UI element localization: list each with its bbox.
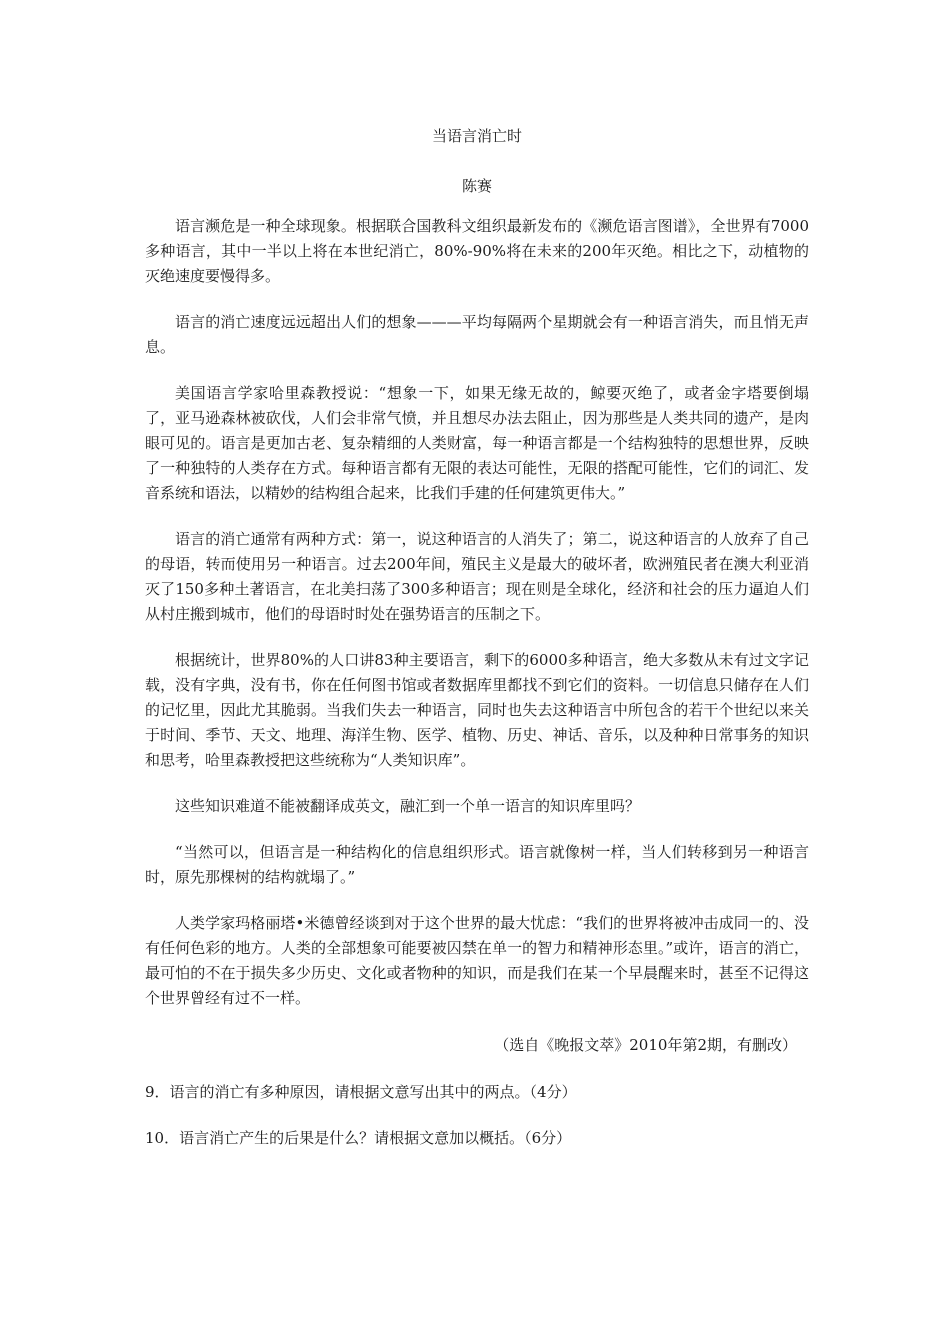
paragraph-1: 语言濒危是一种全球现象。根据联合国教科文组织最新发布的《濒危语言图谱》，全世界有7000多种语言，其中一半以上将在本世纪消亡，80%-90%将在未来的200年灭绝。相比之下，动植物的灭绝速度要慢得多。 <box>145 217 809 285</box>
paragraph-6: 这些知识难道不能被翻译成英文，融汇到一个单一语言的知识库里吗？ <box>175 797 641 815</box>
paragraph-8: 人类学家玛格丽塔•米德曾经谈到对于这个世界的最大忧虑：“我们的世界将被冲击成同一的、没有任何色彩的地方。人类的全部想象可能要被囚禁在单一的智力和精神形态里。”或许，语言的消亡，最可怕的不在于损失多少历史、文化或者物种的知识，而是我们在某一个早晨醒来时，甚至不记得这个世界曾经有过不一样。 <box>145 914 809 1007</box>
article-source: （选自《晚报文萃》2010年第2期，有删改） <box>494 1036 797 1054</box>
question-9: 9．语言的消亡有多种原因，请根据文意写出其中的两点。（4分） <box>145 1083 577 1101</box>
paragraph-3: 美国语言学家哈里森教授说：“想象一下，如果无缘无故的，鲸要灭绝了，或者金字塔要倒塌了，亚马逊森林被砍伐，人们会非常气愤，并且想尽办法去阻止，因为那些是人类共同的遗产，是肉眼可见的。语言是更加古老、复杂精细的人类财富，每一种语言都是一个结构独特的思想世界，反映了一种独特的人类存在方式。每种语言都有无限的表达可能性，无限的搭配可能性，它们的词汇、发音系统和语法，以精妙的结构组合起来，比我们手建的任何建筑更伟大。” <box>145 384 809 502</box>
question-10: 10．语言消亡产生的后果是什么？请根据文意加以概括。（6分） <box>145 1129 572 1147</box>
article-author: 陈赛 <box>461 177 492 195</box>
paragraph-7: “当然可以，但语言是一种结构化的信息组织形式。语言就像树一样，当人们转移到另一种语言时，原先那棵树的结构就塌了。” <box>145 843 809 886</box>
paragraph-4: 语言的消亡通常有两种方式：第一，说这种语言的人消失了；第二，说这种语言的人放弃了自己的母语，转而使用另一种语言。过去200年间，殖民主义是最大的破坏者，欧洲殖民者在澳大利亚消灭了150多种土著语言，在北美扫荡了300多种语言；现在则是全球化，经济和社会的压力逼迫人们从村庄搬到城市，他们的母语时时处在强势语言的压制之下。 <box>145 530 809 623</box>
article-title: 当语言消亡时 <box>431 127 522 145</box>
document-page <box>145 124 809 1151</box>
paragraph-2: 语言的消亡速度远远超出人们的想象———平均每隔两个星期就会有一种语言消失，而且悄无声息。 <box>145 313 809 356</box>
paragraph-5: 根据统计，世界80%的人口讲83种主要语言，剩下的6000多种语言，绝大多数从未有过文字记载，没有字典，没有书，你在任何图书馆或者数据库里都找不到它们的资料。一切信息只储存在人们的记忆里，因此尤其脆弱。当我们失去一种语言，同时也失去这种语言中所包含的若干个世纪以来关于时间、季节、天文、地理、海洋生物、医学、植物、历史、神话、音乐，以及种种日常事务的知识和思考，哈里森教授把这些统称为“人类知识库”。 <box>145 651 809 769</box>
